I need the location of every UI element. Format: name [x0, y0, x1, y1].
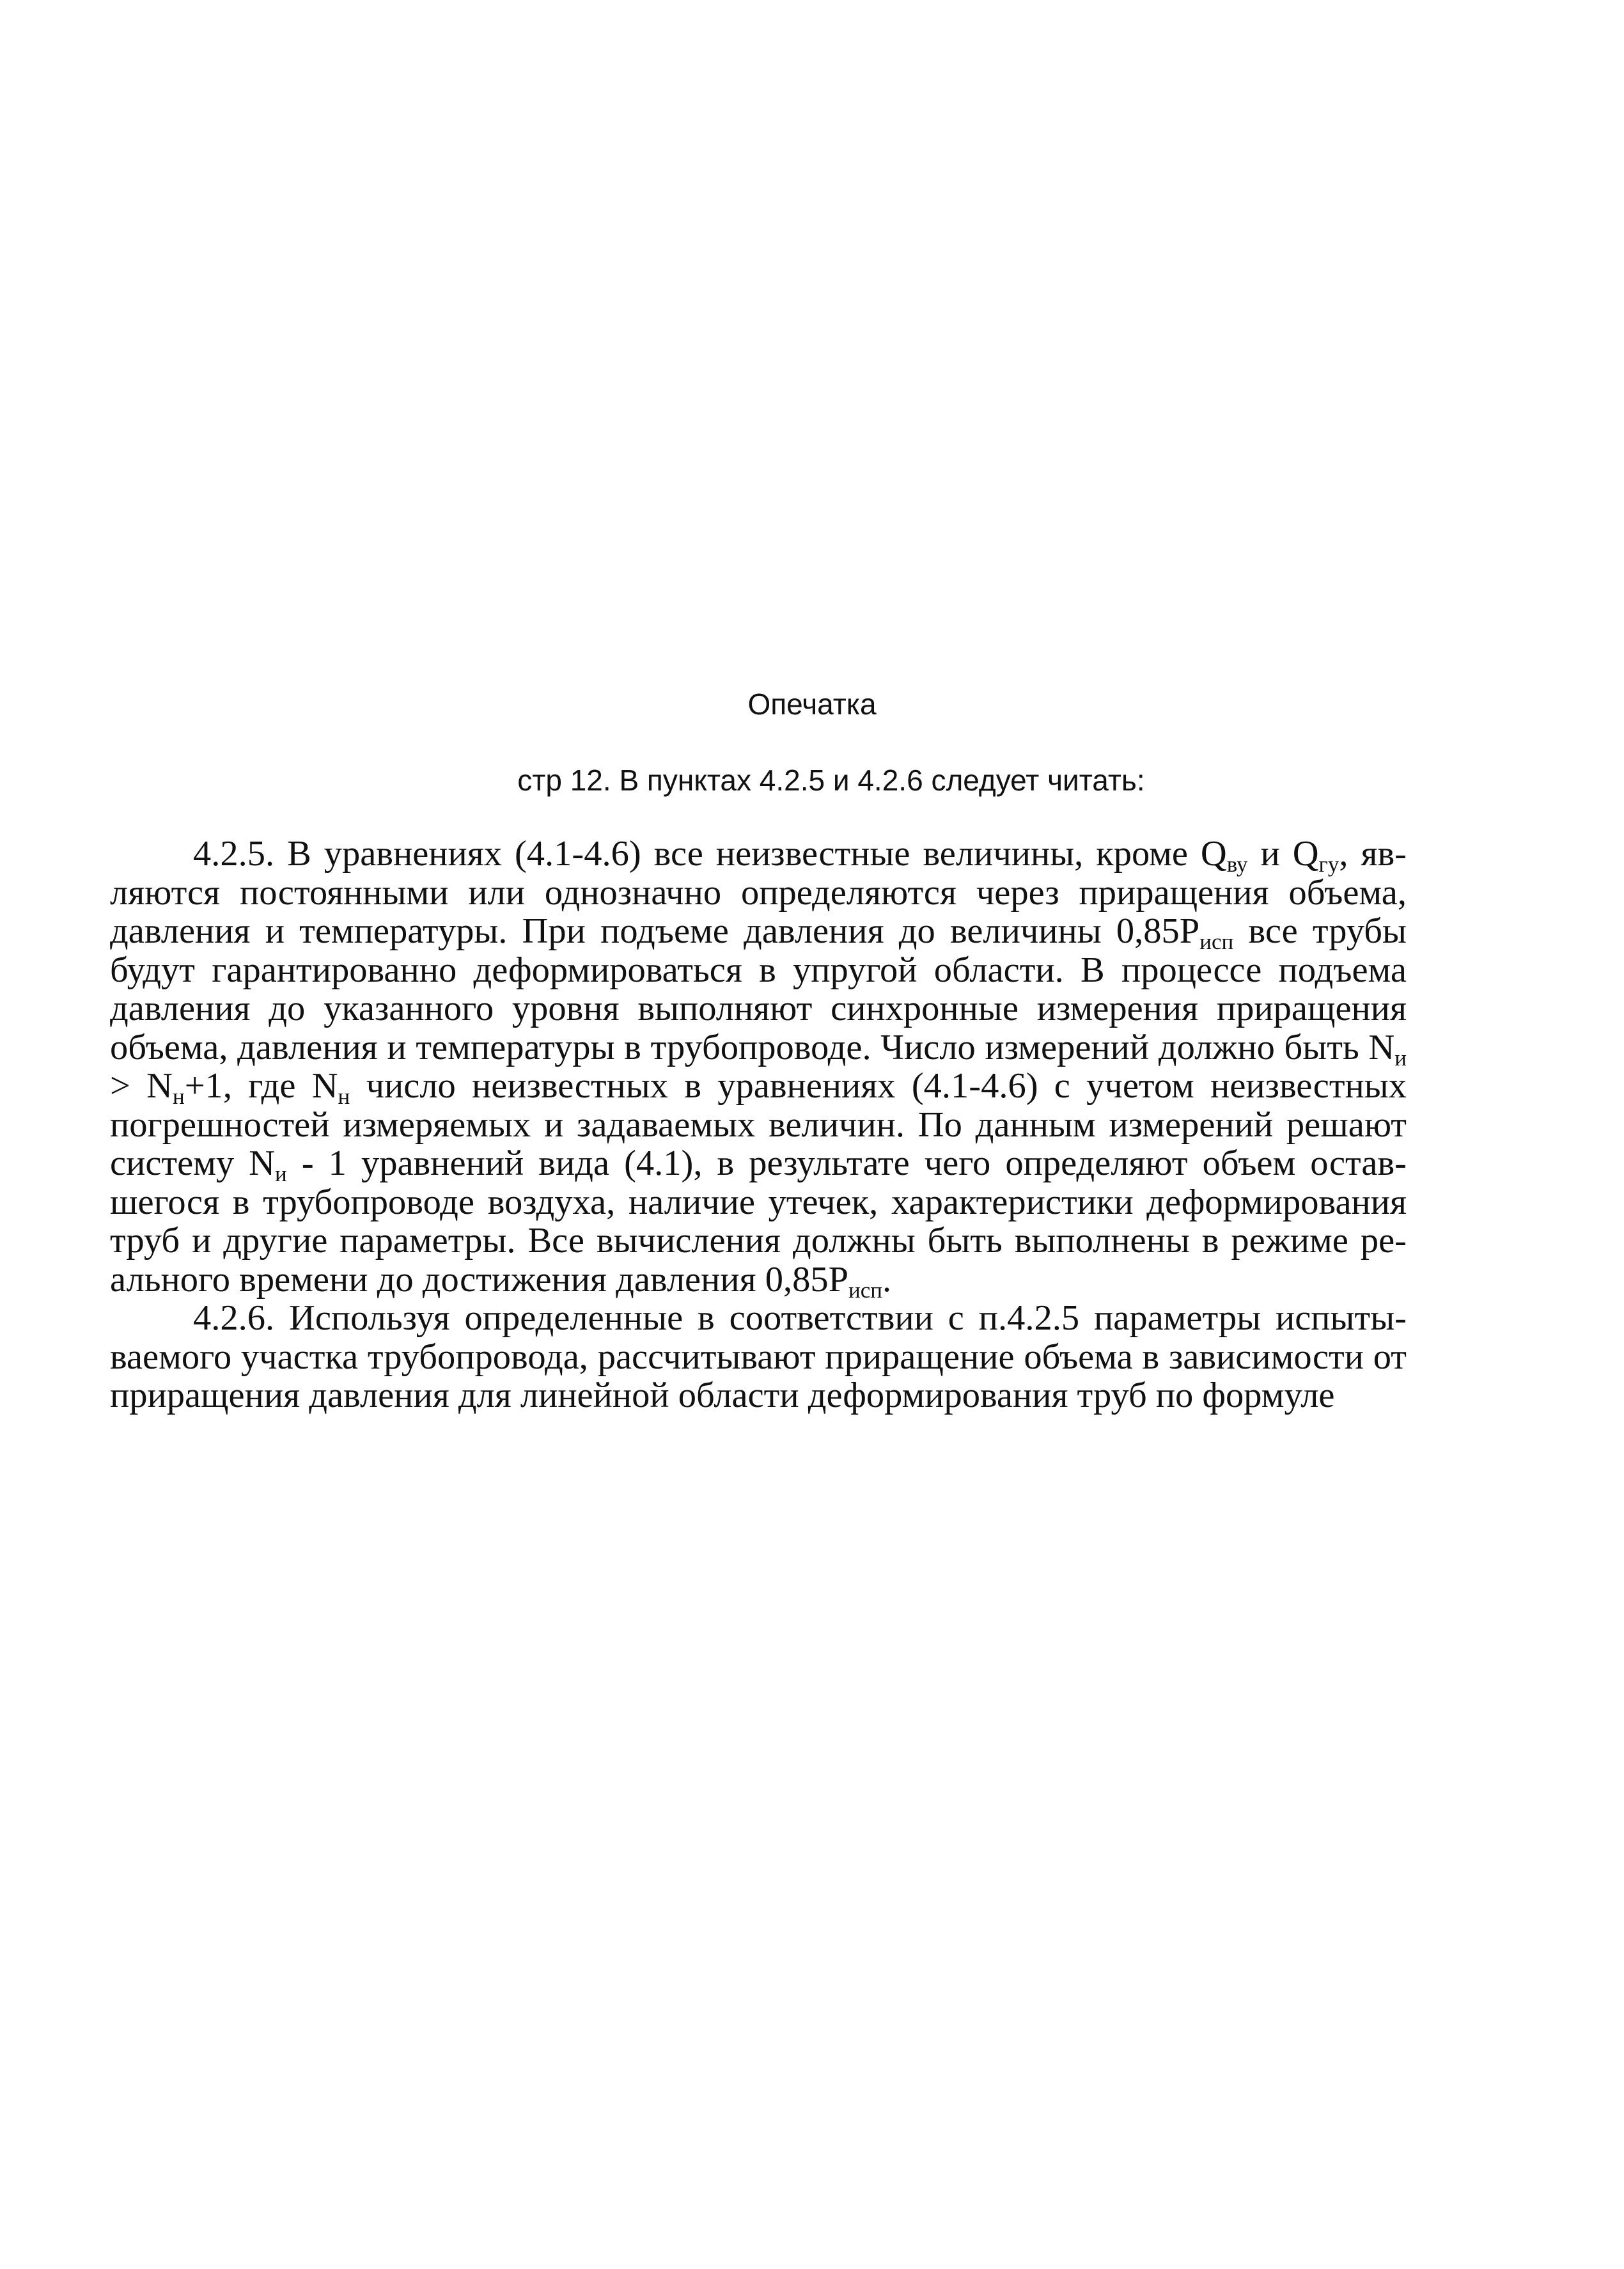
text-fragment: 4.2.5. В уравнениях (4.1-4.6) все неизвестные величины, кроме Q — [193, 834, 1227, 874]
text-fragment: +1, где N — [184, 1066, 338, 1106]
text-fragment: > N — [110, 1066, 173, 1106]
subscript: и — [1394, 1045, 1407, 1071]
subscript: гу — [1318, 851, 1339, 877]
page-title: Опечатка — [747, 687, 877, 721]
subscript: н — [172, 1083, 185, 1109]
paragraph-4-2-6: 4.2.6. Используя определенные в соответствии с п.4.2.5 параметры испытываемого участка трубопровода, рассчитывают приращение объема в зависимости от приращения давления для линейной области деформирования труб по формуле — [110, 1298, 1407, 1415]
text-fragment: , являются постоянными или однозначно определяются через приращения объема, давления и температуры. При подъеме давления до величины 0,85Р — [110, 834, 1407, 951]
erratum-body — [110, 835, 1407, 1415]
subscript: ву — [1226, 851, 1248, 877]
text-fragment: все трубы будут гарантированно деформироваться в упругой области. В процессе подъема давления до указанного уровня выполняют синхронные измерения приращения объема, давления и температуры в трубопроводе. Число измерений должно быть N — [110, 911, 1407, 1067]
subscript: н — [338, 1083, 350, 1109]
text-fragment: и Q — [1247, 834, 1319, 874]
subscript: и — [275, 1161, 287, 1186]
text-fragment: число неизвестных в уравнениях (4.1-4.6) с учетом неизвестных погрешностей измеряемых и задаваемых величин. По данным измерений решают систему N — [110, 1066, 1407, 1183]
erratum-reference: стр 12. В пунктах 4.2.5 и 4.2.6 следует читать: — [517, 764, 1145, 797]
subscript: исп — [848, 1277, 883, 1303]
subscript: исп — [1199, 929, 1234, 954]
text-fragment: - 1 уравнений вида (4.1), в результате чего определяют объем оставшегося в трубопроводе воздуха, наличие утечек, характеристики деформирования труб и другие параметры. Все вычисления должны быть выполнены в режиме реального времени до достижения давления 0,85Р — [110, 1143, 1407, 1299]
paragraph-4-2-5 — [110, 834, 1407, 1303]
text-fragment: . — [882, 1259, 892, 1299]
